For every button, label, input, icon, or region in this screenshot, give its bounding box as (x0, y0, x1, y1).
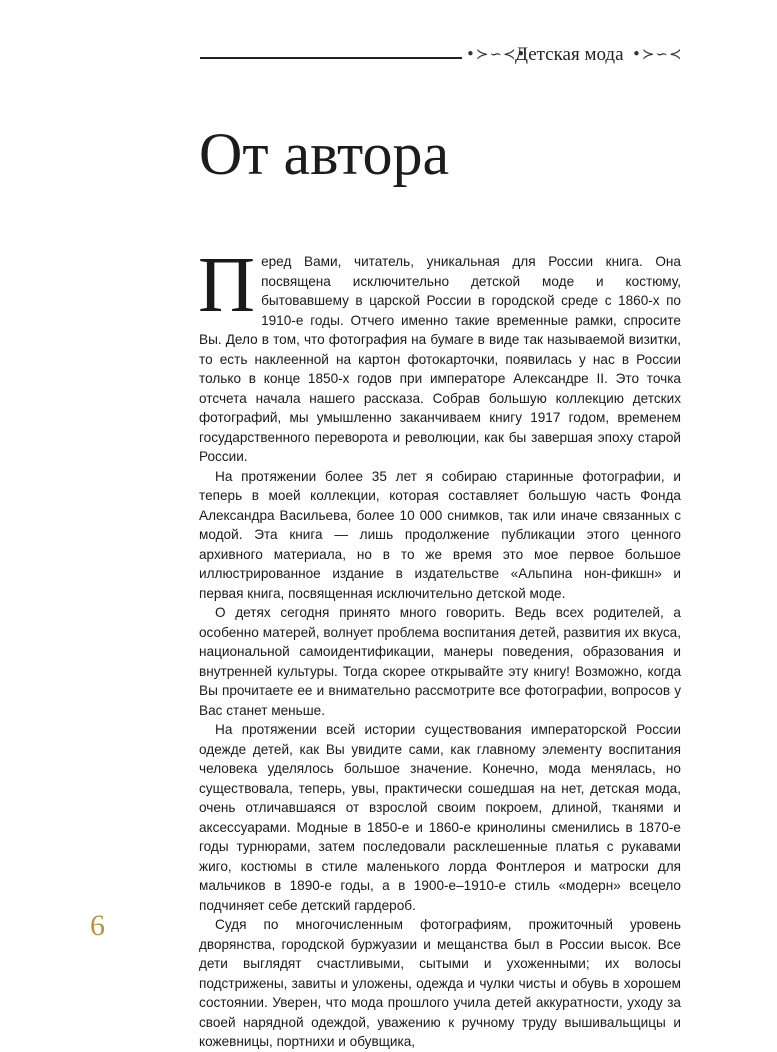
header-rule (200, 57, 462, 59)
running-head: Детская мода (515, 44, 624, 65)
paragraph-5: Судя по многочисленным фотографиям, прожиточный уровень дворянства, городской буржуазии и мещанства был в России высок. Все дети выглядят счастливыми, сытыми и ухоженными; их волосы подстрижены, завиты и уложены, одежда и чулки чисты и обувь в хорошем состоянии. Уверен, что мода прошлого учила детей аккуратности, уходу за своей нарядной одеждой, уважению к ручному труду вышивальщицы и кожевницы, портнихи и обувщика, (199, 917, 681, 1049)
paragraph-2: На протяжении более 35 лет я собираю старинные фотографии, и теперь в моей коллекции, которая составляет большую часть Фонда Александра Васильева, более 10 000 снимков, так или иначе связанных с модой. Эта книга — лишь продолжение публикации этого ценного архивного материала, но в то же время это мое первое большое иллюстрированное издание в издательстве «Альпина нон-фикшн» и первая книга, посвященная исключительно детской моде. (199, 468, 681, 601)
chapter-title: От автора (199, 121, 450, 187)
ornament-right-icon: •≻∽≺ (632, 45, 683, 63)
paragraph-1 (198, 242, 681, 467)
paragraph-4: На протяжении всей истории существования императорской России одежде детей, как Вы увидите сами, как главному элементу воспитания человека уделялось большое значение. Конечно, мода менялась, но существовала, теперь, увы, практически сошедшая на нет, детская мода, очень отличавшаяся от взрослой своим покроем, длиной, тканями и аксессуарами. Модные в 1850-е и 1860-е кринолины сменились в 1870-е годы турнюрами, затем последовали расклешенные платья с рукавами жиго, костюмы в стиле маленького лорда Фонтлероя и матроски для мальчиков в 1890-е годы, а в 1900-е–1910-е стиль «модерн» всецело подчиняет себе детский гардероб. (199, 722, 681, 913)
drop-cap: П (198, 242, 256, 329)
ornament-left-icon: •≻∽≺• (466, 45, 527, 63)
paragraph-3: О детях сегодня принято много говорить. Ведь всех родителей, а особенно матерей, волнует проблема воспитания детей, развития их вкуса, национальной самоидентификации, манеры поведения, образования и внутренней культуры. Тогда скорее открывайте эту книгу! Возможно, когда Вы прочитаете ее и внимательно рассмотрите все фотографии, вопросов у Вас станет меньше. (199, 605, 681, 718)
page-number: 6 (90, 909, 105, 942)
paragraph-1-text: еред Вами, читатель, уникальная для России книга. Она посвящена исключительно детской моде и костюму, бытовавшему в царской России в городской среде с 1860-х по 1910-е годы. Отчего именно такие временные рамки, спросите Вы. Дело в том, что фотография на бумаге в виде так называемой визитки, то есть наклеенной на картон фотокарточки, появилась у нас в России только в конце 1850-х годов при императоре Александре II. Это точка отсчета начала нашего рассказа. Собрав большую коллекцию детских фотографий, мы умышленно заканчиваем книгу 1917 годом, временем государственного переворота и революции, как бы завершая эпоху старой России. (199, 254, 681, 464)
body-text (198, 242, 681, 1052)
